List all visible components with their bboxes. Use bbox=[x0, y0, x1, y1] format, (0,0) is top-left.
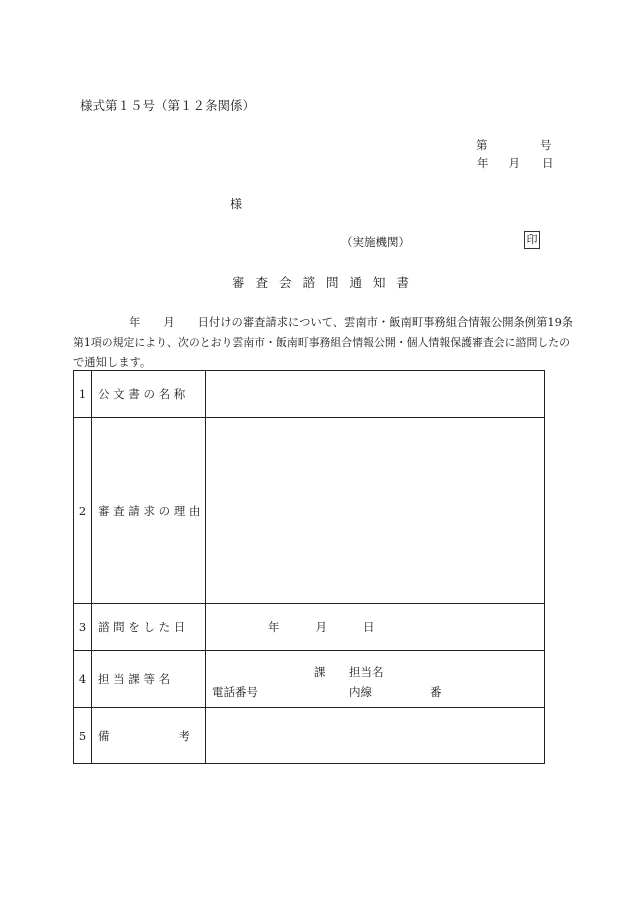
implementing-agency: （実施機関） bbox=[341, 235, 410, 249]
document-number bbox=[476, 137, 550, 153]
extension-label: 内線 bbox=[349, 685, 372, 699]
row-label-request-reason: 審 査 請 求 の 理 由 bbox=[92, 418, 206, 604]
phone-label: 電話番号 bbox=[212, 685, 258, 699]
document-title: 審査会諮問通知書 bbox=[232, 275, 421, 290]
doc-number-prefix: 第 bbox=[476, 138, 488, 152]
addressee: 様 bbox=[230, 197, 243, 211]
issue-date bbox=[477, 155, 554, 171]
section-label: 課 bbox=[314, 665, 326, 679]
consult-day: 日 bbox=[363, 620, 375, 634]
request-reason-field[interactable] bbox=[206, 418, 545, 604]
row-number: 3 bbox=[74, 604, 92, 651]
row-number: 5 bbox=[74, 708, 92, 764]
row-label-consult-date: 諮 問 を し た 日 bbox=[92, 604, 206, 651]
row-label-document-name: 公 文 書 の 名 称 bbox=[92, 371, 206, 418]
date-year: 年 bbox=[477, 156, 489, 170]
remarks-label-right: 考 bbox=[178, 728, 190, 743]
remarks-label-left: 備 bbox=[98, 728, 110, 743]
table-row bbox=[74, 604, 545, 651]
department-field[interactable] bbox=[206, 651, 545, 708]
table-row bbox=[74, 418, 545, 604]
body-line-1-text: 日付けの審査請求について、雲南市・飯南町事務組合情報公開条例第19条 bbox=[197, 316, 574, 329]
body-month: 月 bbox=[163, 316, 175, 329]
consult-date-field[interactable] bbox=[206, 604, 545, 651]
body-line-2: 第1項の規定により、次のとおり雲南市・飯南町事務組合情報公開・個人情報保護審査会に諮問したの bbox=[73, 336, 571, 349]
notice-table bbox=[73, 370, 545, 764]
row-number: 4 bbox=[74, 651, 92, 708]
row-label-remarks bbox=[92, 708, 206, 764]
notice-body bbox=[73, 313, 574, 373]
table-row bbox=[74, 708, 545, 764]
date-month: 月 bbox=[508, 156, 520, 170]
body-line-3: で通知します。 bbox=[73, 356, 152, 369]
table-row bbox=[74, 371, 545, 418]
document-name-field[interactable] bbox=[206, 371, 545, 418]
seal-mark: 印 bbox=[524, 231, 540, 249]
consult-month: 月 bbox=[315, 620, 327, 634]
body-year: 年 bbox=[129, 316, 141, 329]
doc-number-suffix: 号 bbox=[540, 138, 552, 152]
row-number: 1 bbox=[74, 371, 92, 418]
remarks-field[interactable] bbox=[206, 708, 545, 764]
date-day: 日 bbox=[542, 156, 554, 170]
row-number: 2 bbox=[74, 418, 92, 604]
person-in-charge-label: 担当名 bbox=[349, 665, 384, 679]
row-label-department: 担 当 課 等 名 bbox=[92, 651, 206, 708]
form-id: 様式第１５号（第１２条関係） bbox=[80, 98, 256, 113]
body-line-1 bbox=[73, 313, 574, 333]
consult-year: 年 bbox=[268, 620, 280, 634]
number-suffix: 番 bbox=[430, 685, 442, 699]
table-row bbox=[74, 651, 545, 708]
